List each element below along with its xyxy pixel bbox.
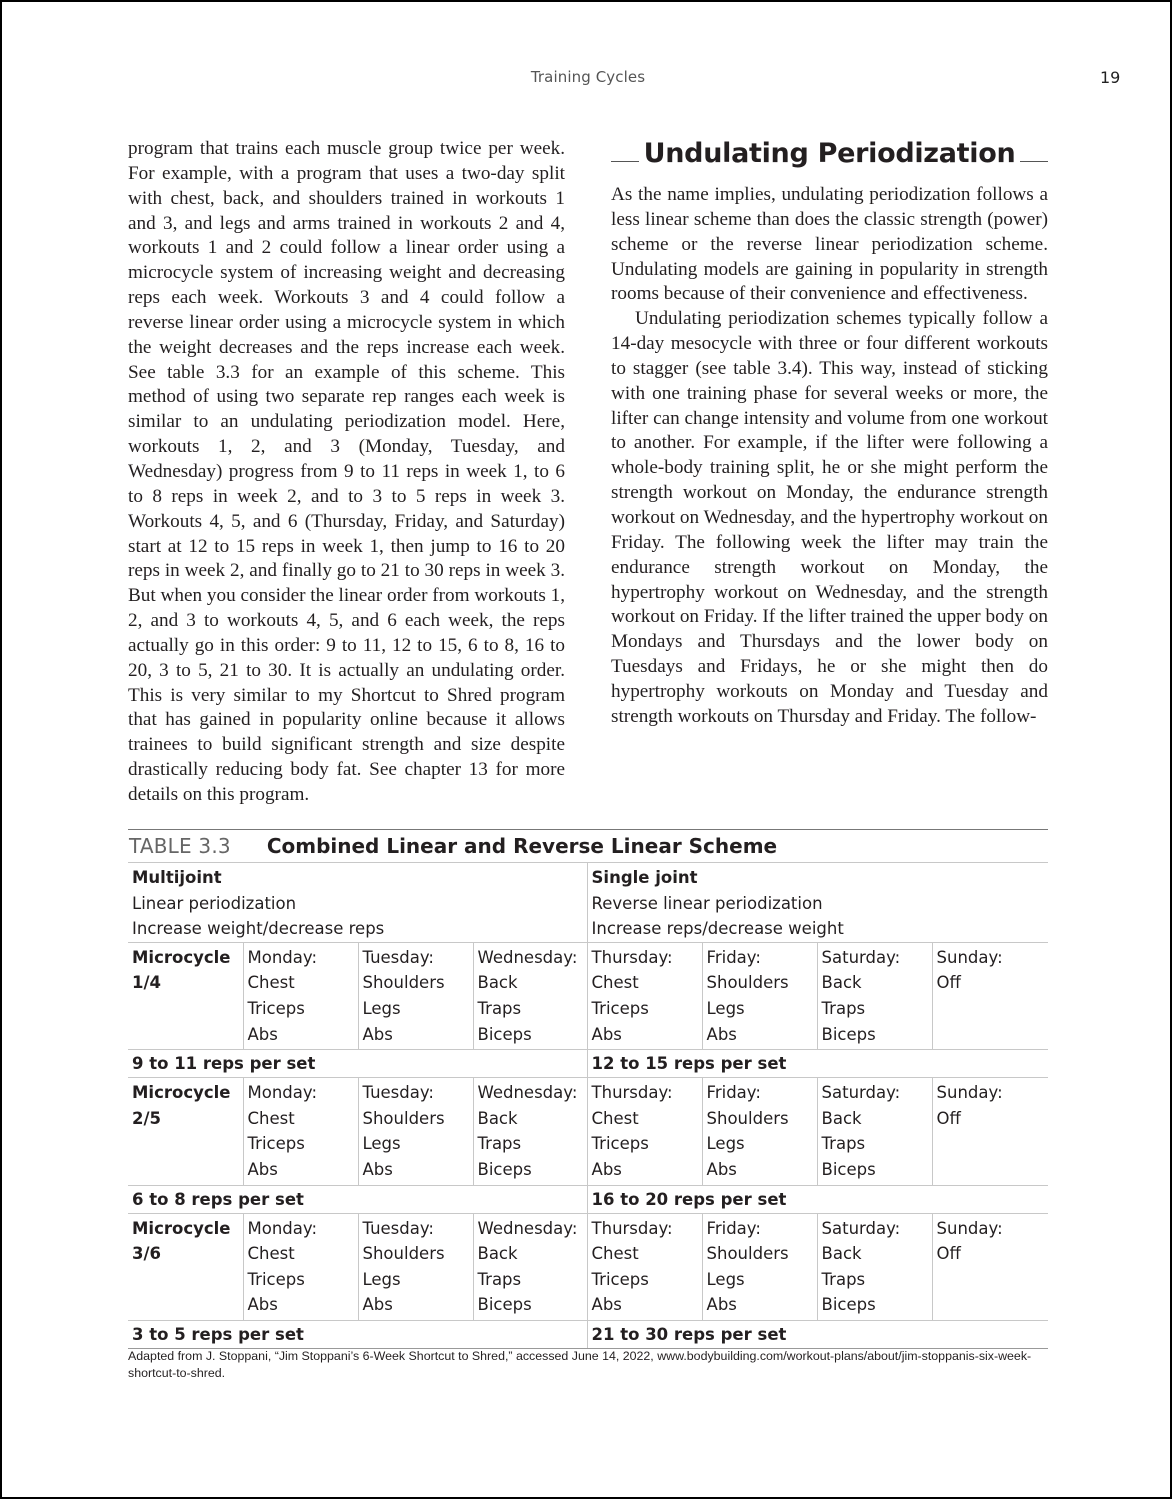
day-name: Monday:: [247, 947, 317, 967]
muscle-group: Chest: [247, 1108, 295, 1128]
day-cell: [702, 942, 817, 1049]
reps-row: [128, 1320, 1048, 1348]
muscle-group: Traps: [821, 998, 866, 1018]
day-name: Friday:: [706, 1083, 761, 1103]
muscle-group: Abs: [247, 1024, 278, 1044]
muscle-group: Off: [936, 1108, 961, 1128]
muscle-group: Back: [477, 1244, 518, 1264]
muscle-group: [937, 996, 1045, 1022]
muscle-group: Traps: [821, 1134, 866, 1154]
body-paragraph: As the name implies, undulating periodization follows a less linear scheme than does the classic strength (power) scheme or the reverse linear periodization scheme. Undulating models are gaining in popularity in strength rooms because of their convenience and effectiveness.: [611, 184, 1048, 305]
day-cell: [932, 1078, 1048, 1185]
table-title: Combined Linear and Reverse Linear Scheme: [266, 834, 778, 858]
day-name: Wednesday:: [477, 1083, 578, 1103]
muscle-group: Shoulders: [706, 1244, 789, 1264]
microcycle-label: Microcycle: [132, 1218, 231, 1238]
muscle-group: Legs: [362, 1134, 401, 1154]
reps-row: [128, 1050, 1048, 1078]
day-name: Thursday:: [591, 1218, 673, 1238]
day-cell: [702, 1213, 817, 1320]
reps-single-joint: 16 to 20 reps per set: [587, 1185, 1048, 1213]
muscle-group: Off: [936, 1244, 961, 1264]
microcycle-weeks: 1/4: [132, 973, 161, 993]
day-cell: [587, 1078, 702, 1185]
page-number: 19: [1100, 68, 1121, 87]
group-rule: Increase weight/decrease reps: [132, 919, 385, 939]
muscle-group: Shoulders: [362, 1108, 445, 1128]
day-cell: [473, 1078, 587, 1185]
reps-multijoint: 3 to 5 reps per set: [128, 1320, 587, 1348]
day-cell: [702, 1078, 817, 1185]
day-name: Saturday:: [821, 1218, 901, 1238]
body-paragraph: Undulating periodization schemes typically follow a 14-day mesocycle with three or four different workouts to stagger (see table 3.4). This way, instead of sticking with one training phase for several weeks or more, the lifter can change intensity and volume from one workout to another. For example, if the lifter were following a whole-body training split, he or she might perform the strength workout on Monday, the endurance strength workout on Wednesday, and the hypertrophy workout on Friday. The following week the lifter may train the endurance strength workout on Monday, the hypertrophy workout on Wednesday, and the strength workout on Friday. If the lifter trained the upper body on Mondays and Thursdays and the lower body on Tuesdays and Fridays, he or she might then do hypertrophy workouts on Monday and Tuesday and strength workouts on Thursday and Friday. The follow-: [611, 308, 1048, 727]
day-name: Saturday:: [821, 1083, 901, 1103]
muscle-group: Chest: [591, 973, 639, 993]
day-name: Friday:: [706, 947, 761, 967]
day-name: Friday:: [706, 1218, 761, 1238]
muscle-group: Abs: [591, 1159, 622, 1179]
muscle-group: Biceps: [477, 1295, 532, 1315]
day-cell: [473, 1213, 587, 1320]
muscle-group: Back: [821, 973, 862, 993]
muscle-group: [937, 1267, 1045, 1293]
muscle-group: Legs: [706, 998, 745, 1018]
day-cell: [358, 942, 473, 1049]
muscle-group: Biceps: [477, 1024, 532, 1044]
muscle-group: [937, 1022, 1045, 1048]
microcycle-label-cell: [128, 942, 243, 1049]
muscle-group: [937, 1292, 1045, 1318]
muscle-group: Off: [936, 973, 961, 993]
day-name: Sunday:: [936, 1083, 1003, 1103]
reps-multijoint: 6 to 8 reps per set: [128, 1185, 587, 1213]
muscle-group: Biceps: [477, 1159, 532, 1179]
day-cell: [358, 1078, 473, 1185]
group-name: Single joint: [591, 868, 698, 887]
muscle-group: Abs: [706, 1295, 737, 1315]
table-number: TABLE 3.3: [129, 834, 231, 858]
day-cell: [243, 1213, 358, 1320]
microcycle-weeks: 3/6: [132, 1244, 161, 1264]
muscle-group: Back: [477, 973, 518, 993]
muscle-group: Legs: [362, 998, 401, 1018]
muscle-group: Abs: [247, 1159, 278, 1179]
group-periodization: Reverse linear periodization: [591, 893, 823, 913]
day-cell: [817, 1078, 932, 1185]
day-cell: [587, 1213, 702, 1320]
muscle-group: Triceps: [247, 998, 305, 1018]
muscle-group: [937, 1131, 1045, 1157]
day-name: Tuesday:: [362, 947, 434, 967]
group-name: Multijoint: [132, 868, 222, 887]
left-column: [128, 137, 565, 808]
muscle-group: Shoulders: [362, 973, 445, 993]
microcycle-label: Microcycle: [132, 947, 231, 967]
heading-rule-right: [1020, 161, 1048, 162]
body-paragraph: program that trains each muscle group twice per week. For example, with a program that uses a two-day split with chest, back, and shoulders trained in workouts 1 and 3, and legs and arms trained in workouts 2 and 4, workouts 1 and 2 could follow a linear order using a microcycle system of increasing weight and decreasing reps each week. Workouts 3 and 4 could follow a reverse linear order using a microcycle system in which the weight decreases and the reps increase each week. See table 3.3 for an example of this scheme. This method of using two separate rep ranges each week is similar to an undulating periodization model. Here, workouts 1, 2, and 3 (Monday, Tuesday, and Wednesday) progress from 9 to 11 reps in week 1, to 6 to 8 reps in week 2, and to 3 to 5 reps in week 3. Workouts 4, 5, and 6 (Thursday, Friday, and Saturday) start at 12 to 15 reps in week 1, then jump to 16 to 20 reps in week 2, and finally go to 21 to 30 reps in week 3. But when you consider the linear order from workouts 1, 2, and 3 to workouts 4, 5, and 6 each week, the reps actually go in this order: 9 to 11, 12 to 15, 6 to 8, 16 to 20, 3 to 5, 21 to 30. It is actually an undulating order. This is very similar to my Shortcut to Shred program that has gained in popularity online because it allows trainees to build significant strength and size despite drastically reducing body fat. See chapter 13 for more details on this program.: [128, 138, 565, 805]
day-name: Sunday:: [936, 1218, 1003, 1238]
reps-multijoint: 9 to 11 reps per set: [128, 1050, 587, 1078]
day-name: Thursday:: [591, 947, 673, 967]
microcycle-label-cell: [128, 1078, 243, 1185]
day-name: Tuesday:: [362, 1083, 434, 1103]
muscle-group: Abs: [706, 1159, 737, 1179]
muscle-group: Abs: [362, 1295, 393, 1315]
heading-rule-left: [611, 161, 639, 162]
muscle-group: Shoulders: [706, 973, 789, 993]
muscle-group: Legs: [362, 1269, 401, 1289]
muscle-group: Chest: [591, 1108, 639, 1128]
reps-single-joint: 21 to 30 reps per set: [587, 1320, 1048, 1348]
section-heading-block: [611, 133, 1048, 173]
muscle-group: Traps: [477, 1134, 522, 1154]
microcycle-label-cell: [128, 1213, 243, 1320]
microcycle-row: [128, 1213, 1048, 1320]
microcycle-row: [128, 1078, 1048, 1185]
day-cell: [358, 1213, 473, 1320]
muscle-group: Shoulders: [362, 1244, 445, 1264]
muscle-group: Legs: [706, 1134, 745, 1154]
day-name: Saturday:: [821, 947, 901, 967]
muscle-group: Triceps: [591, 1134, 649, 1154]
muscle-group: Legs: [706, 1269, 745, 1289]
group-header-row: [128, 863, 1048, 943]
muscle-group: Traps: [821, 1269, 866, 1289]
table-top-rule: [128, 829, 1048, 830]
right-column: [611, 183, 1048, 730]
day-cell: [817, 1213, 932, 1320]
day-cell: [587, 942, 702, 1049]
group-periodization: Linear periodization: [132, 893, 297, 913]
microcycle-row: [128, 942, 1048, 1049]
muscle-group: Abs: [591, 1024, 622, 1044]
muscle-group: Triceps: [247, 1269, 305, 1289]
muscle-group: Back: [821, 1244, 862, 1264]
muscle-group: Traps: [477, 998, 522, 1018]
muscle-group: Biceps: [821, 1295, 876, 1315]
muscle-group: [937, 1157, 1045, 1183]
reps-single-joint: 12 to 15 reps per set: [587, 1050, 1048, 1078]
day-cell: [932, 942, 1048, 1049]
muscle-group: Biceps: [821, 1024, 876, 1044]
multijoint-header: [128, 863, 587, 943]
muscle-group: Triceps: [591, 1269, 649, 1289]
running-head: Training Cycles: [530, 68, 646, 86]
day-name: Wednesday:: [477, 947, 578, 967]
reps-row: [128, 1185, 1048, 1213]
day-cell: [817, 942, 932, 1049]
day-cell: [243, 1078, 358, 1185]
muscle-group: Shoulders: [706, 1108, 789, 1128]
day-name: Thursday:: [591, 1083, 673, 1103]
single-joint-header: [587, 863, 1048, 943]
muscle-group: Back: [477, 1108, 518, 1128]
table-caption: [129, 834, 777, 858]
day-name: Monday:: [247, 1218, 317, 1238]
muscle-group: Chest: [591, 1244, 639, 1264]
group-rule: Increase reps/decrease weight: [591, 919, 844, 939]
muscle-group: Abs: [591, 1295, 622, 1315]
muscle-group: Abs: [362, 1159, 393, 1179]
muscle-group: Back: [821, 1108, 862, 1128]
muscle-group: Chest: [247, 973, 295, 993]
day-name: Wednesday:: [477, 1218, 578, 1238]
muscle-group: Abs: [247, 1295, 278, 1315]
muscle-group: Abs: [362, 1024, 393, 1044]
day-cell: [473, 942, 587, 1049]
muscle-group: Biceps: [821, 1159, 876, 1179]
day-cell: [932, 1213, 1048, 1320]
day-cell: [243, 942, 358, 1049]
microcycle-weeks: 2/5: [132, 1108, 161, 1128]
microcycle-label: Microcycle: [132, 1083, 231, 1103]
muscle-group: Triceps: [247, 1134, 305, 1154]
muscle-group: Traps: [477, 1269, 522, 1289]
table-source-note: Adapted from J. Stoppani, “Jim Stoppani’s 6-Week Shortcut to Shred,” accessed June 14, 2022, www.bodybuilding.com/workout-plans/about/jim-stoppanis-six-week-shortcut-to-shred.: [128, 1349, 1032, 1380]
muscle-group: Chest: [247, 1244, 295, 1264]
muscle-group: Abs: [706, 1024, 737, 1044]
section-heading: Undulating Periodization: [643, 137, 1016, 169]
day-name: Sunday:: [936, 947, 1003, 967]
training-scheme-table: [128, 862, 1048, 1349]
day-name: Tuesday:: [362, 1218, 434, 1238]
muscle-group: Triceps: [591, 998, 649, 1018]
day-name: Monday:: [247, 1083, 317, 1103]
